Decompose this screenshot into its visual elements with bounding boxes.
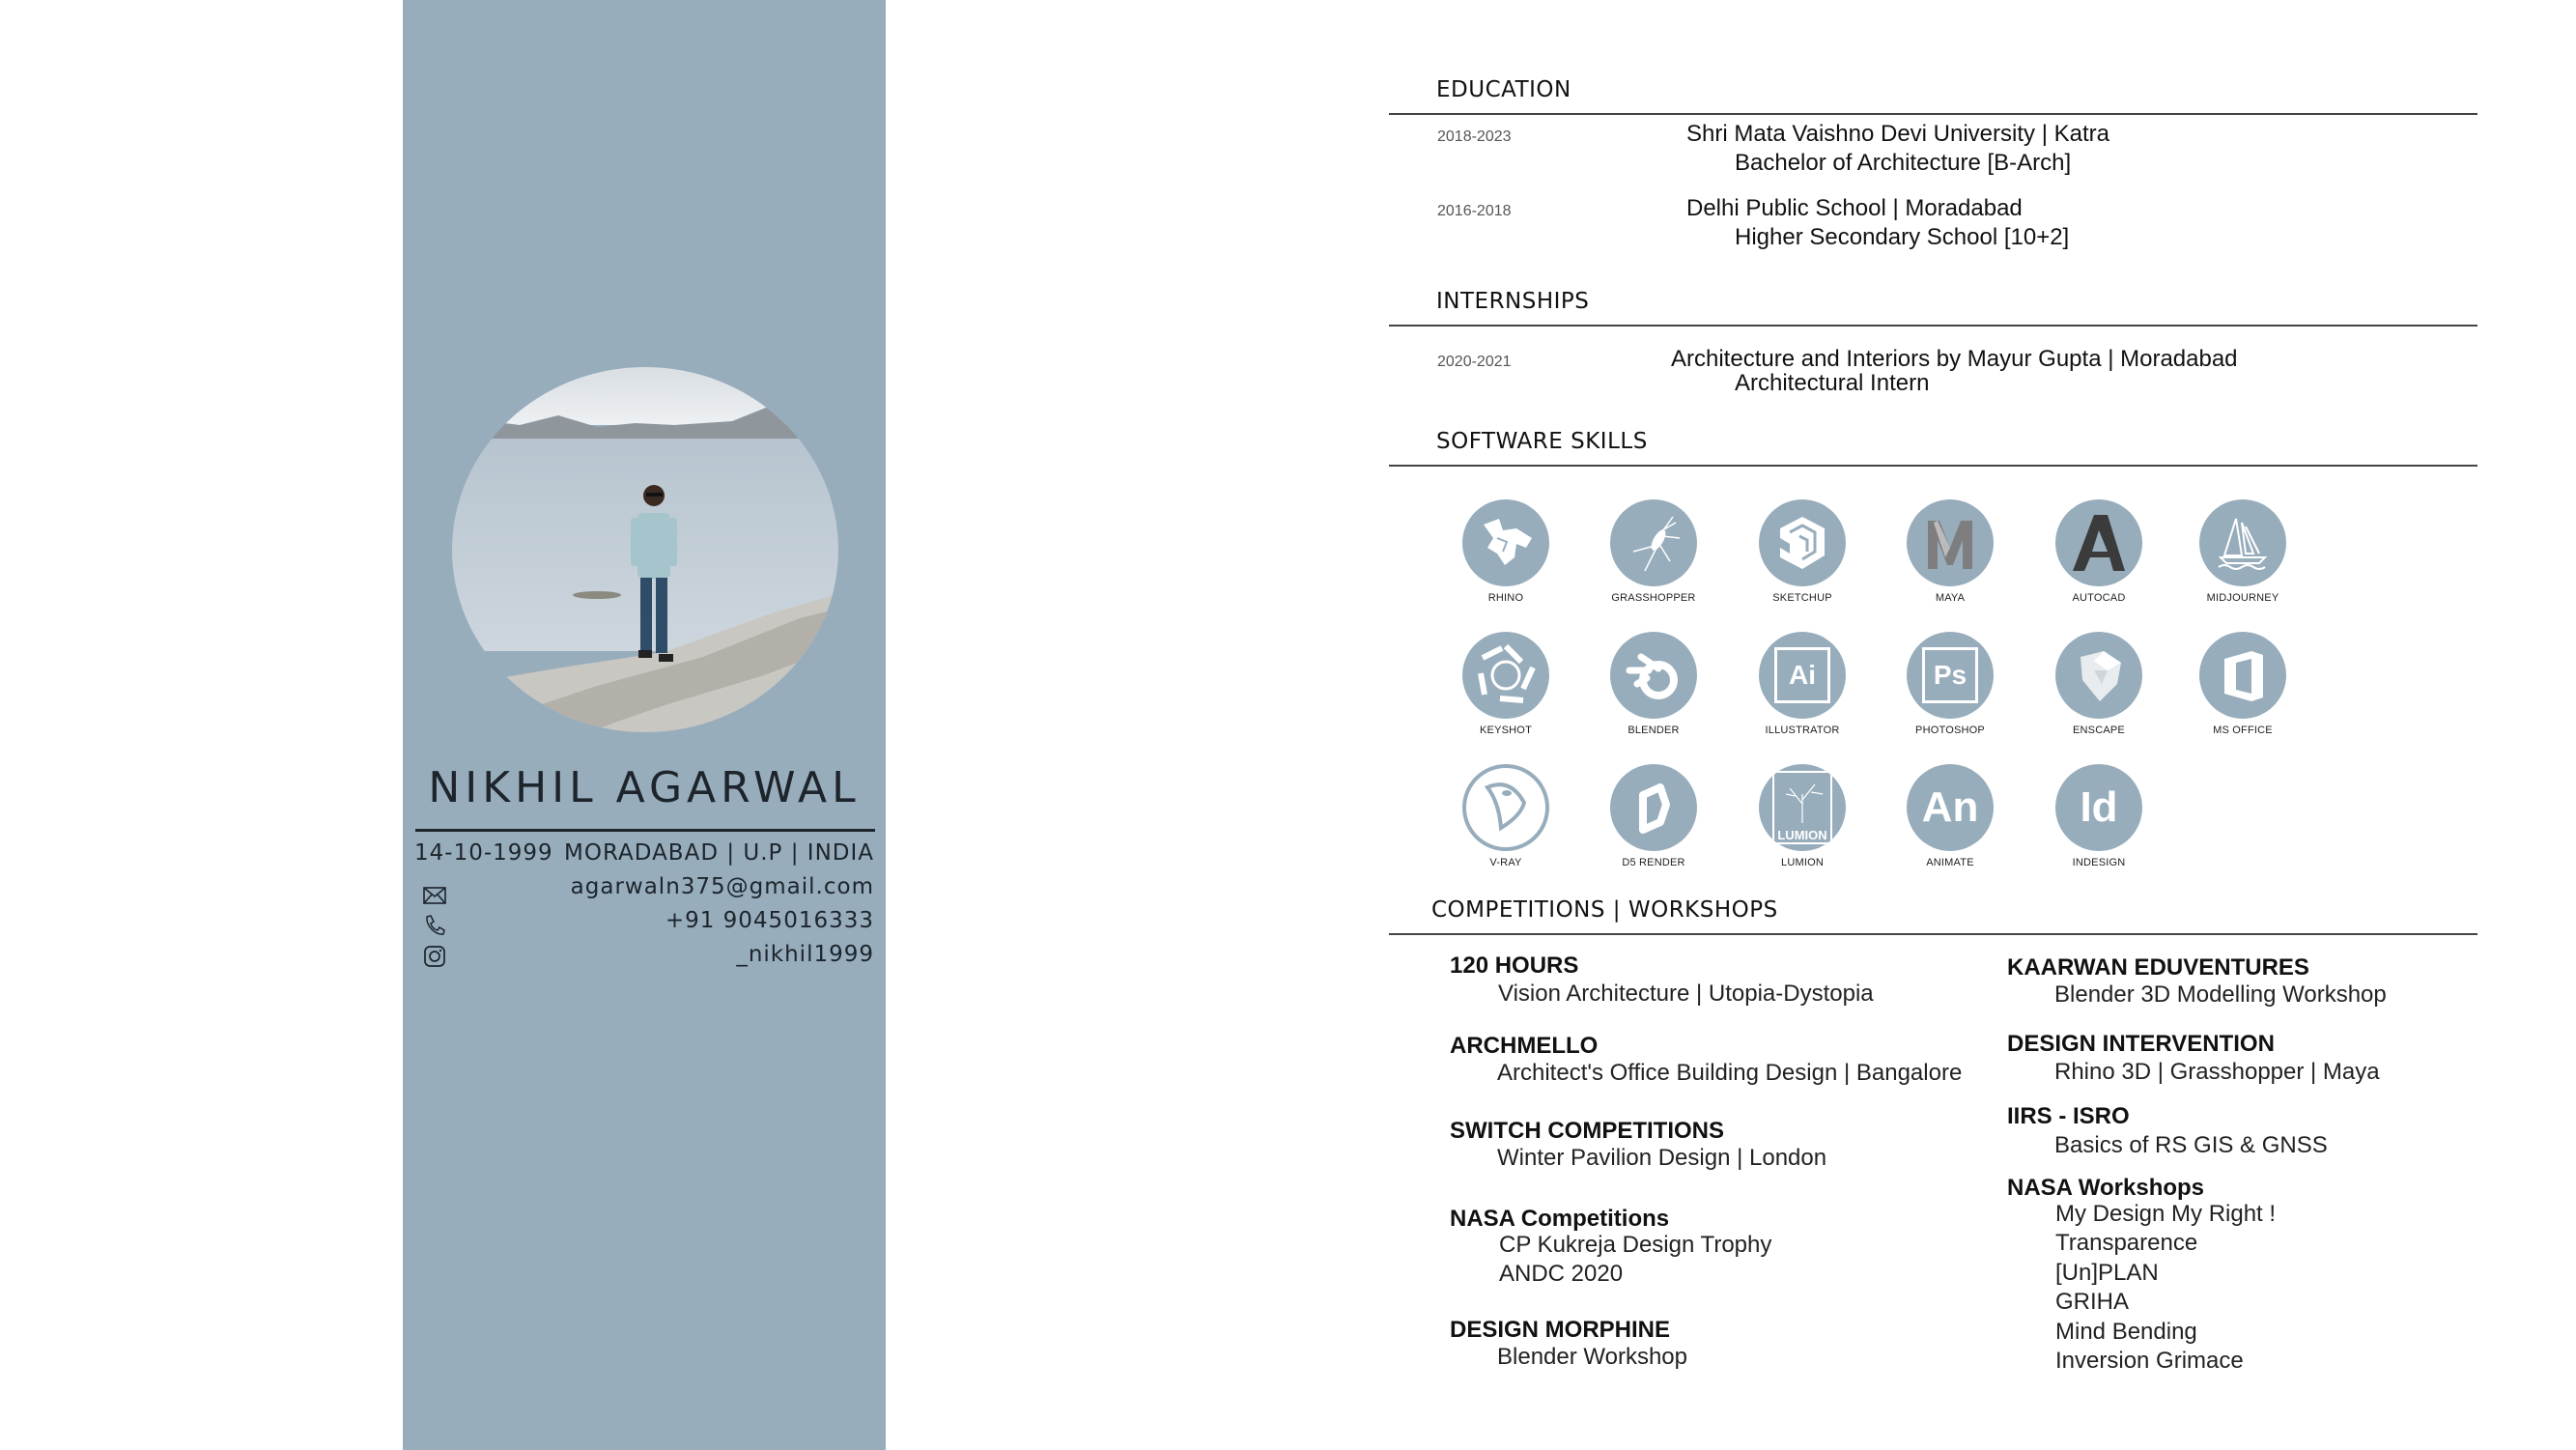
grasshopper-icon: [1610, 499, 1697, 586]
competition-detail: Blender Workshop: [1497, 1344, 1687, 1370]
skill-sketchup: [1744, 499, 1860, 604]
illustrator-glyph: Ai: [1774, 647, 1830, 703]
midjourney-icon: [2199, 499, 2286, 586]
date-of-birth: 14-10-1999: [414, 840, 553, 866]
skill-label: PHOTOSHOP: [1915, 725, 1985, 736]
skill-label: SKETCHUP: [1772, 592, 1832, 604]
workshop-title: IIRS - ISRO: [2007, 1103, 2130, 1129]
skill-label: KEYSHOT: [1480, 725, 1532, 736]
skill-vray: [1448, 764, 1564, 868]
competition-title: 120 HOURS: [1450, 952, 1579, 979]
lumion-icon: [1759, 764, 1846, 851]
education-divider: [1389, 113, 2477, 115]
instagram-handle[interactable]: _nikhil1999: [736, 942, 874, 967]
ms-office-icon: [2199, 632, 2286, 719]
workshop-title: KAARWAN EDUVENTURES: [2007, 954, 2309, 981]
maya-icon: [1907, 499, 1994, 586]
photoshop-icon: [1907, 632, 1994, 719]
education-degree: Higher Secondary School [10+2]: [1735, 224, 2070, 250]
competition-detail: ANDC 2020: [1499, 1261, 1624, 1287]
skill-autocad: [2041, 499, 2157, 604]
photoshop-glyph: Ps: [1922, 647, 1978, 703]
instagram-icon: [422, 944, 447, 969]
skill-enscape: [2041, 632, 2157, 736]
skill-ms-office: [2185, 632, 2301, 736]
lumion-glyph: LUMION: [1777, 828, 1827, 842]
skill-label: ANIMATE: [1926, 857, 1974, 868]
competition-title: NASA Competitions: [1450, 1206, 1670, 1232]
skill-grasshopper: [1596, 499, 1712, 604]
skill-label: LUMION: [1781, 857, 1824, 868]
location: MORADABAD | U.P | INDIA: [564, 840, 874, 866]
email-link[interactable]: agarwaln375@gmail.com: [570, 874, 874, 899]
profile-photo-image: [452, 367, 838, 732]
name-divider: [415, 829, 875, 832]
competition-detail: CP Kukreja Design Trophy: [1499, 1232, 1772, 1258]
skill-label: ILLUSTRATOR: [1765, 725, 1840, 736]
blender-icon: [1610, 632, 1697, 719]
workshop-detail: GRIHA: [2055, 1289, 2130, 1315]
education-years: 2018-2023: [1437, 128, 1512, 145]
skill-label: AUTOCAD: [2072, 592, 2126, 604]
skill-photoshop: [1892, 632, 2008, 736]
skill-label: BLENDER: [1628, 725, 1680, 736]
skill-indesign: [2041, 764, 2157, 868]
keyshot-icon: [1462, 632, 1549, 719]
illustrator-icon: [1759, 632, 1846, 719]
skill-label: RHINO: [1487, 592, 1524, 604]
workshop-title: NASA Workshops: [2007, 1175, 2205, 1201]
workshop-detail: Mind Bending: [2055, 1319, 2197, 1345]
competition-title: ARCHMELLO: [1450, 1033, 1599, 1059]
skill-d5-render: [1596, 764, 1712, 868]
education-institution: Shri Mata Vaishno Devi University | Katra: [1686, 121, 2109, 147]
workshop-title: DESIGN INTERVENTION: [2007, 1031, 2275, 1057]
autocad-icon: [2055, 499, 2142, 586]
software-skills-heading: SOFTWARE SKILLS: [1436, 429, 1648, 454]
phone-number[interactable]: +91 9045016333: [665, 908, 874, 933]
education-degree: Bachelor of Architecture [B-Arch]: [1735, 150, 2072, 176]
sketchup-icon: [1759, 499, 1846, 586]
rhino-icon: [1462, 499, 1549, 586]
skill-label: D5 RENDER: [1622, 857, 1685, 868]
internships-heading: INTERNSHIPS: [1436, 289, 1590, 314]
internship-company: Architecture and Interiors by Mayur Gupta | Moradabad: [1671, 346, 2238, 372]
skill-label: MIDJOURNEY: [2206, 592, 2279, 604]
d5-render-icon: [1610, 764, 1697, 851]
skill-label: V-RAY: [1489, 857, 1522, 868]
phone-icon: [422, 913, 447, 938]
skill-keyshot: [1448, 632, 1564, 736]
animate-icon: [1907, 764, 1994, 851]
competitions-divider: [1389, 933, 2477, 935]
skill-rhino: [1448, 499, 1564, 604]
education-institution: Delhi Public School | Moradabad: [1686, 195, 2023, 221]
skill-lumion: [1744, 764, 1860, 868]
workshop-detail: Inversion Grimace: [2055, 1348, 2244, 1374]
education-years: 2016-2018: [1437, 203, 1512, 219]
person-name: NIKHIL AGARWAL: [428, 763, 861, 812]
workshop-detail: Rhino 3D | Grasshopper | Maya: [2054, 1059, 2380, 1085]
workshop-detail: My Design My Right !: [2055, 1201, 2277, 1227]
competition-detail: Vision Architecture | Utopia-Dystopia: [1498, 981, 1874, 1007]
skill-illustrator: [1744, 632, 1860, 736]
internship-years: 2020-2021: [1437, 354, 1512, 370]
workshop-detail: [Un]PLAN: [2055, 1260, 2159, 1286]
internship-role: Architectural Intern: [1735, 370, 1930, 396]
mail-icon: [422, 883, 447, 908]
skill-label: INDESIGN: [2072, 857, 2126, 868]
skill-label: GRASSHOPPER: [1611, 592, 1696, 604]
software-skills-divider: [1389, 465, 2477, 467]
competition-title: SWITCH COMPETITIONS: [1450, 1118, 1724, 1144]
skill-animate: [1892, 764, 2008, 868]
indesign-glyph: Id: [2080, 783, 2118, 831]
competition-detail: Architect's Office Building Design | Bangalore: [1497, 1060, 1963, 1086]
workshop-detail: Transparence: [2055, 1230, 2198, 1256]
sidebar: [403, 0, 886, 1450]
skill-label: ENSCAPE: [2073, 725, 2125, 736]
skill-label: MS OFFICE: [2213, 725, 2273, 736]
workshop-detail: Basics of RS GIS & GNSS: [2054, 1132, 2328, 1158]
indesign-icon: [2055, 764, 2142, 851]
enscape-icon: [2055, 632, 2142, 719]
skill-label: MAYA: [1935, 592, 1966, 604]
competitions-heading: COMPETITIONS | WORKSHOPS: [1431, 897, 1778, 923]
internships-divider: [1389, 325, 2477, 327]
skill-blender: [1596, 632, 1712, 736]
skill-midjourney: [2185, 499, 2301, 604]
profile-photo: [452, 367, 838, 732]
workshop-detail: Blender 3D Modelling Workshop: [2054, 981, 2387, 1008]
animate-glyph: An: [1921, 783, 1979, 831]
skill-maya: [1892, 499, 2008, 604]
education-heading: EDUCATION: [1436, 77, 1571, 102]
competition-title: DESIGN MORPHINE: [1450, 1317, 1671, 1343]
vray-icon: [1462, 764, 1549, 851]
competition-detail: Winter Pavilion Design | London: [1497, 1145, 1827, 1171]
